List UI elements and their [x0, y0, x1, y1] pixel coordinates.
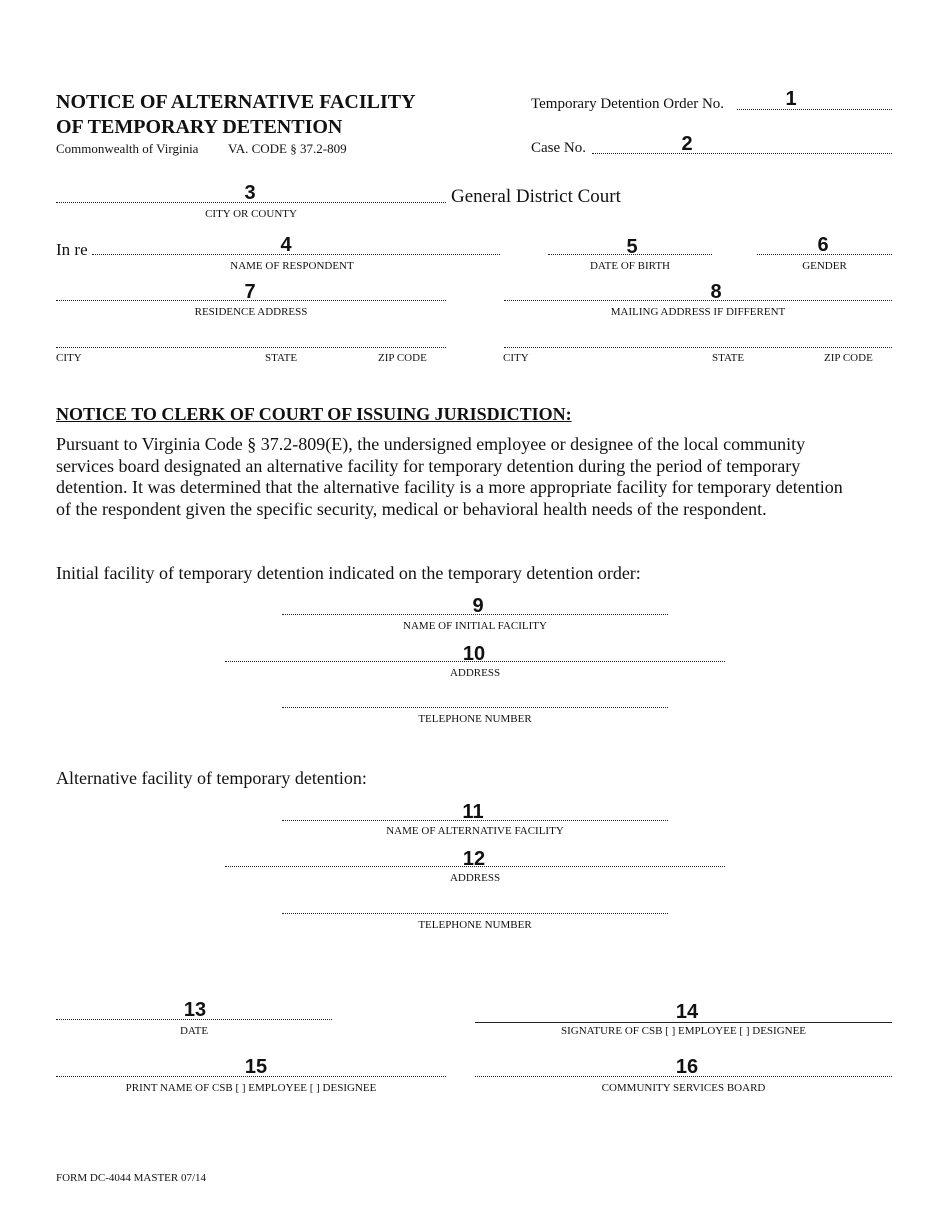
date-label: DATE [179, 1025, 209, 1037]
alternative-facility-intro: Alternative facility of temporary detention: [56, 768, 367, 788]
initial-facility-address-label: ADDRESS [449, 667, 501, 679]
field-marker-3: 3 [244, 182, 256, 204]
field-marker-7: 7 [244, 281, 256, 303]
alternative-facility-address-label: ADDRESS [449, 872, 501, 884]
alternative-facility-phone-label: TELEPHONE NUMBER [418, 919, 532, 931]
notice-line-2: services board designated an alternative facility for temporary detention during the period of temporary [56, 455, 801, 476]
in-re-label: In re [56, 240, 88, 259]
notice-line-1: Pursuant to Virginia Code § 37.2-809(E), the undersigned employee or designee of the local community [56, 434, 806, 454]
initial-facility-name-label: NAME OF INITIAL FACILITY [403, 620, 547, 632]
form-title-line2: OF TEMPORARY DETENTION [56, 116, 343, 138]
jurisdiction-text: Commonwealth of Virginia [56, 141, 199, 156]
initial-facility-phone-field[interactable] [282, 707, 668, 708]
residence-city-label: CITY [56, 352, 82, 364]
residence-zip-label: ZIP CODE [378, 352, 427, 364]
mailing-state-label: STATE [712, 352, 745, 364]
form-identifier: FORM DC-4044 MASTER 07/14 [56, 1172, 207, 1184]
initial-facility-phone-label: TELEPHONE NUMBER [418, 713, 532, 725]
va-code-reference: VA. CODE § 37.2-809 [228, 141, 347, 156]
field-marker-5: 5 [626, 236, 638, 258]
respondent-name-label: NAME OF RESPONDENT [230, 260, 354, 272]
gender-label: GENDER [802, 260, 847, 272]
mailing-city-label: CITY [503, 352, 529, 364]
notice-paragraph [56, 434, 896, 520]
alternative-facility-phone-field[interactable] [282, 913, 668, 914]
field-marker-15: 15 [244, 1056, 268, 1078]
notice-heading: NOTICE TO CLERK OF COURT OF ISSUING JURISDICTION: [56, 404, 572, 424]
date-of-birth-label: DATE OF BIRTH [589, 260, 670, 272]
field-marker-12: 12 [462, 848, 486, 870]
field-marker-10: 10 [462, 643, 486, 665]
community-services-board-label: COMMUNITY SERVICES BOARD [601, 1082, 766, 1094]
residence-address-label: RESIDENCE ADDRESS [194, 306, 308, 318]
mailing-address-label: MAILING ADDRESS IF DIFFERENT [610, 306, 786, 318]
alternative-facility-name-label: NAME OF ALTERNATIVE FACILITY [386, 825, 564, 837]
field-marker-1: 1 [785, 88, 797, 110]
case-number-label: Case No. [531, 140, 586, 156]
field-marker-4: 4 [280, 234, 292, 256]
form-title-line1: NOTICE OF ALTERNATIVE FACILITY [56, 91, 416, 113]
field-marker-2: 2 [681, 133, 693, 155]
field-marker-11: 11 [462, 801, 484, 823]
field-marker-6: 6 [817, 234, 829, 256]
initial-facility-intro: Initial facility of temporary detention indicated on the temporary detention order: [56, 563, 641, 583]
residence-state-label: STATE [265, 352, 298, 364]
residence-city-state-zip-field[interactable] [56, 347, 446, 348]
signature-label: SIGNATURE OF CSB [ ] EMPLOYEE [ ] DESIGNEE [560, 1025, 807, 1037]
court-name: General District Court [451, 186, 621, 207]
tdo-number-label: Temporary Detention Order No. [531, 96, 725, 112]
field-marker-16: 16 [675, 1056, 699, 1078]
field-marker-14: 14 [675, 1001, 699, 1023]
notice-line-4: of the respondent given the specific security, medical or behavioral health needs of the respondent. [56, 498, 767, 519]
city-or-county-label: CITY OR COUNTY [205, 208, 297, 220]
notice-line-3: detention. It was determined that the alternative facility is a more appropriate facility for temporary detention [56, 477, 843, 497]
field-marker-9: 9 [472, 595, 484, 617]
case-number-field[interactable] [592, 153, 892, 154]
field-marker-8: 8 [710, 281, 722, 303]
mailing-zip-label: ZIP CODE [824, 352, 873, 364]
tdo-number-field[interactable] [737, 109, 892, 110]
print-name-label: PRINT NAME OF CSB [ ] EMPLOYEE [ ] DESIGNEE [125, 1082, 377, 1094]
field-marker-13: 13 [183, 999, 207, 1021]
mailing-city-state-zip-field[interactable] [504, 347, 892, 348]
